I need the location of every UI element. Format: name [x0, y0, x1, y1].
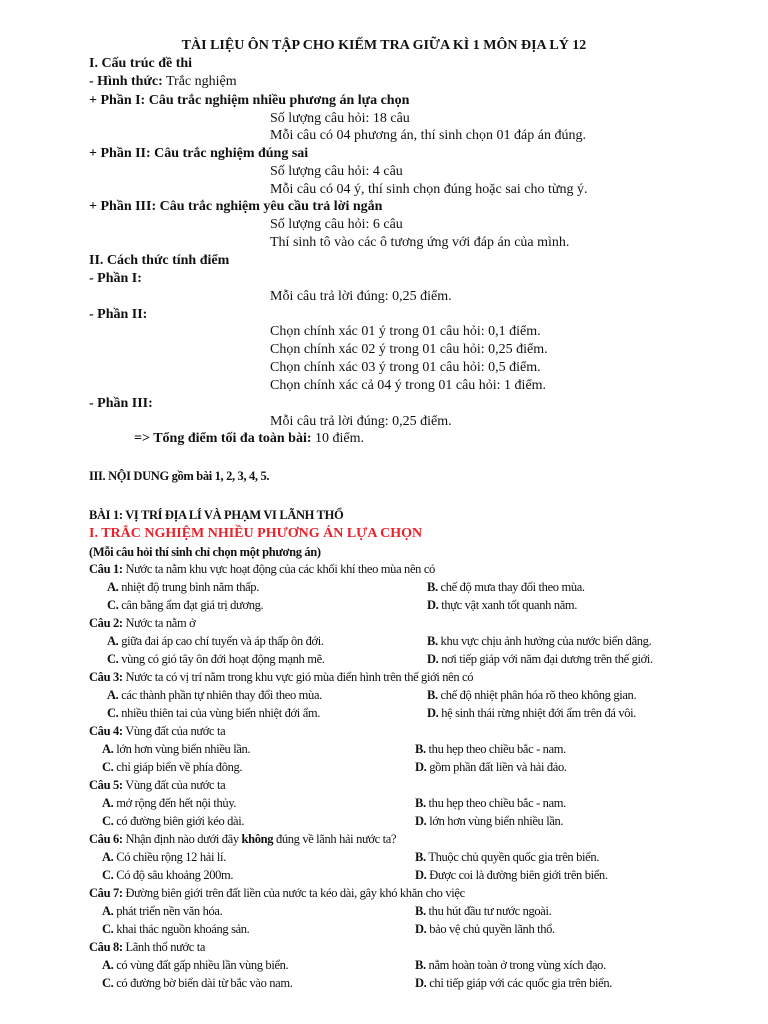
option-c	[102, 975, 293, 993]
option-letter: A.	[102, 958, 114, 972]
question-label: Câu 7:	[89, 886, 123, 900]
option-c	[107, 597, 263, 615]
option-letter: C.	[107, 706, 119, 720]
option-text: có đường bờ biển dài từ bắc vào nam.	[116, 976, 293, 990]
question-text: Vùng đất của nước ta	[125, 724, 226, 738]
option-a	[102, 741, 250, 759]
option-text: chỉ tiếp giáp với các quốc gia trên biển.	[429, 976, 613, 990]
part2-heading: + Phần II: Câu trắc nghiệm đúng sai	[89, 146, 309, 161]
option-d	[427, 651, 653, 669]
option-letter: A.	[107, 580, 119, 594]
option-d	[415, 759, 567, 777]
option-c	[102, 921, 249, 939]
option-text: hệ sinh thái rừng nhiệt đới ẩm trên đá vôi.	[441, 706, 637, 720]
option-text: phát triển nền văn hóa.	[116, 904, 223, 918]
section-heading: I. TRẮC NGHIỆM NHIỀU PHƯƠNG ÁN LỰA CHỌN	[89, 526, 423, 541]
scoring-part2-rule: Chọn chính xác 03 ý trong 01 câu hỏi: 0,5 điểm.	[270, 360, 541, 375]
question-text: Nước ta có vị trí nằm trong khu vực gió mùa điển hình trên thế giới nên có	[125, 670, 474, 684]
scoring-part1-label: - Phần I:	[89, 271, 142, 286]
option-text: cân bằng ẩm đạt giá trị dương.	[121, 598, 264, 612]
content-heading: III. NỘI DUNG gồm bài 1, 2, 3, 4, 5.	[89, 469, 270, 483]
option-b	[415, 903, 551, 921]
question-label: Câu 2:	[89, 616, 123, 630]
exam-form-label: - Hình thức:	[89, 74, 163, 89]
question-label: Câu 3:	[89, 670, 123, 684]
option-text: chế độ mưa thay đổi theo mùa.	[440, 580, 585, 594]
option-text: chế độ nhiệt phân hóa rõ theo không gian.	[440, 688, 637, 702]
scoring-part3-rule: Mỗi câu trả lời đúng: 0,25 điểm.	[270, 414, 452, 429]
option-letter: D.	[415, 760, 427, 774]
question-text: Nhận định nào dưới đây	[125, 832, 239, 846]
part2-rule: Mỗi câu có 04 ý, thí sinh chọn đúng hoặc sai cho từng ý.	[270, 182, 588, 197]
part1-heading: + Phần I: Câu trắc nghiệm nhiều phương án lựa chọn	[89, 93, 410, 108]
option-letter: B.	[415, 850, 426, 864]
option-c	[102, 867, 233, 885]
option-text: thu hút đầu tư nước ngoài.	[428, 904, 552, 918]
option-letter: C.	[102, 760, 114, 774]
option-d	[427, 597, 577, 615]
option-letter: C.	[102, 976, 114, 990]
option-text: vùng có gió tây ôn đới hoạt động mạnh mẽ.	[121, 652, 325, 666]
structure-heading: I. Cấu trúc đề thi	[89, 56, 193, 71]
option-text: thu hẹp theo chiều bắc - nam.	[428, 796, 566, 810]
option-text: nằm hoàn toàn ở trong vùng xích đạo.	[428, 958, 606, 972]
option-a	[102, 903, 222, 921]
option-d	[415, 921, 555, 939]
total-score-value: 10 điểm.	[315, 431, 365, 446]
scoring-part3-label: - Phần III:	[89, 396, 153, 411]
option-text: thực vật xanh tốt quanh năm.	[441, 598, 578, 612]
option-letter: A.	[102, 904, 114, 918]
option-text: lớn hơn vùng biển nhiều lần.	[116, 742, 251, 756]
option-text: thu hẹp theo chiều bắc - nam.	[428, 742, 566, 756]
part3-rule: Thí sinh tô vào các ô tương ứng với đáp án của mình.	[270, 235, 570, 250]
option-c	[107, 651, 325, 669]
option-c	[102, 813, 244, 831]
question-stem	[89, 669, 473, 687]
option-text: Có độ sâu khoảng 200m.	[116, 868, 234, 882]
option-a	[102, 849, 226, 867]
option-letter: A.	[107, 688, 119, 702]
option-a	[102, 957, 288, 975]
option-c	[102, 759, 242, 777]
option-letter: D.	[415, 868, 427, 882]
question-text: Vùng đất của nước ta	[125, 778, 226, 792]
option-text: nhiệt độ trung bình năm thấp.	[121, 580, 259, 594]
option-d	[427, 705, 636, 723]
option-letter: C.	[107, 598, 119, 612]
option-letter: D.	[427, 652, 439, 666]
option-text: bảo vệ chủ quyền lãnh thổ.	[429, 922, 555, 936]
question-stem	[89, 615, 195, 633]
question-stem	[89, 777, 225, 795]
option-a	[107, 579, 259, 597]
option-text: chỉ giáp biển về phía đông.	[116, 760, 243, 774]
question-label: Câu 8:	[89, 940, 123, 954]
option-text: khai thác nguồn khoáng sản.	[116, 922, 250, 936]
question-text: Nước ta nằm ở	[125, 616, 196, 630]
scoring-heading: II. Cách thức tính điểm	[89, 253, 230, 268]
option-a	[107, 687, 322, 705]
question-stem	[89, 723, 225, 741]
question-label: Câu 1:	[89, 562, 123, 576]
option-text: gồm phần đất liền và hải đảo.	[429, 760, 567, 774]
option-letter: C.	[102, 868, 114, 882]
scoring-part2-rule: Chọn chính xác 01 ý trong 01 câu hỏi: 0,1 điểm.	[270, 324, 541, 339]
option-letter: B.	[415, 904, 426, 918]
question-text: Đường biên giới trên đất liền của nước ta kéo dài, gây khó khăn cho việc	[125, 886, 465, 900]
option-letter: B.	[415, 958, 426, 972]
part2-count: Số lượng câu hỏi: 4 câu	[270, 164, 403, 179]
option-text: Có chiều rộng 12 hải lí.	[116, 850, 226, 864]
scoring-part1-rule: Mỗi câu trả lời đúng: 0,25 điểm.	[270, 289, 452, 304]
option-text: nơi tiếp giáp với năm đại dương trên thế giới.	[441, 652, 653, 666]
total-score-line	[134, 430, 364, 448]
part1-count: Số lượng câu hỏi: 18 câu	[270, 111, 410, 126]
option-text: có vùng đất gấp nhiều lần vùng biển.	[116, 958, 289, 972]
question-instruction: (Mỗi câu hỏi thí sinh chỉ chọn một phương án)	[89, 545, 321, 559]
option-letter: C.	[102, 922, 114, 936]
option-letter: C.	[107, 652, 119, 666]
question-text: đúng về lãnh hải nước ta?	[275, 832, 397, 846]
option-b	[415, 849, 599, 867]
part3-count: Số lượng câu hỏi: 6 câu	[270, 217, 403, 232]
option-letter: A.	[102, 742, 114, 756]
question-stem	[89, 939, 205, 957]
question-text: Nước ta nằm khu vực hoạt động của các khối khí theo mùa nên có	[125, 562, 435, 576]
option-text: khu vực chịu ảnh hưởng của nước biển dâng.	[440, 634, 652, 648]
option-a	[102, 795, 236, 813]
option-letter: B.	[427, 688, 438, 702]
lesson-title: BÀI 1: VỊ TRÍ ĐỊA LÍ VÀ PHẠM VI LÃNH THỔ	[89, 508, 344, 522]
option-letter: B.	[415, 796, 426, 810]
option-b	[427, 633, 651, 651]
scoring-part2-label: - Phần II:	[89, 307, 148, 322]
question-stem	[89, 561, 435, 579]
exam-form-line	[89, 73, 237, 91]
option-text: nhiều thiên tai của vùng biển nhiệt đới ẩm.	[121, 706, 321, 720]
option-b	[415, 741, 566, 759]
option-text: mở rộng đến hết nội thủy.	[116, 796, 237, 810]
exam-form-value: Trắc nghiệm	[166, 74, 237, 89]
option-letter: D.	[415, 922, 427, 936]
option-letter: A.	[107, 634, 119, 648]
option-b	[427, 579, 585, 597]
question-label: Câu 4:	[89, 724, 123, 738]
option-text: có đường biên giới kéo dài.	[116, 814, 245, 828]
option-text: Thuộc chủ quyền quốc gia trên biển.	[428, 850, 600, 864]
part1-rule: Mỗi câu có 04 phương án, thí sinh chọn 01 đáp án đúng.	[270, 128, 586, 143]
option-text: các thành phần tự nhiên thay đổi theo mùa.	[121, 688, 322, 702]
option-letter: A.	[102, 850, 114, 864]
option-letter: D.	[427, 706, 439, 720]
option-letter: C.	[102, 814, 114, 828]
question-stem	[89, 831, 396, 849]
option-b	[427, 687, 636, 705]
option-text: lớn hơn vùng biển nhiều lần.	[429, 814, 564, 828]
part3-heading: + Phần III: Câu trắc nghiệm yêu cầu trả lời ngắn	[89, 199, 383, 214]
option-d	[415, 867, 608, 885]
option-letter: D.	[427, 598, 439, 612]
option-letter: A.	[102, 796, 114, 810]
option-letter: D.	[415, 976, 427, 990]
option-b	[415, 957, 606, 975]
document-title: TÀI LIỆU ÔN TẬP CHO KIẾM TRA GIỮA KÌ 1 MÔN ĐỊA LÝ 12	[181, 38, 587, 53]
option-letter: B.	[427, 580, 438, 594]
option-c	[107, 705, 320, 723]
question-text: Lãnh thổ nước ta	[125, 940, 206, 954]
option-letter: D.	[415, 814, 427, 828]
option-b	[415, 795, 566, 813]
scoring-part2-rule: Chọn chính xác 02 ý trong 01 câu hỏi: 0,25 điểm.	[270, 342, 548, 357]
total-score-label: => Tổng điểm tối đa toàn bài:	[134, 431, 312, 446]
question-label: Câu 5:	[89, 778, 123, 792]
question-emphasis: không	[241, 832, 274, 846]
question-label: Câu 6:	[89, 832, 123, 846]
option-letter: B.	[427, 634, 438, 648]
option-text: giữa đai áp cao chí tuyến và áp thấp ôn đới.	[121, 634, 324, 648]
option-d	[415, 813, 563, 831]
option-text: Được coi là đường biên giới trên biển.	[429, 868, 608, 882]
scoring-part2-rule: Chọn chính xác cả 04 ý trong 01 câu hỏi: 1 điểm.	[270, 378, 547, 393]
option-letter: B.	[415, 742, 426, 756]
question-stem	[89, 885, 465, 903]
option-d	[415, 975, 612, 993]
option-a	[107, 633, 324, 651]
